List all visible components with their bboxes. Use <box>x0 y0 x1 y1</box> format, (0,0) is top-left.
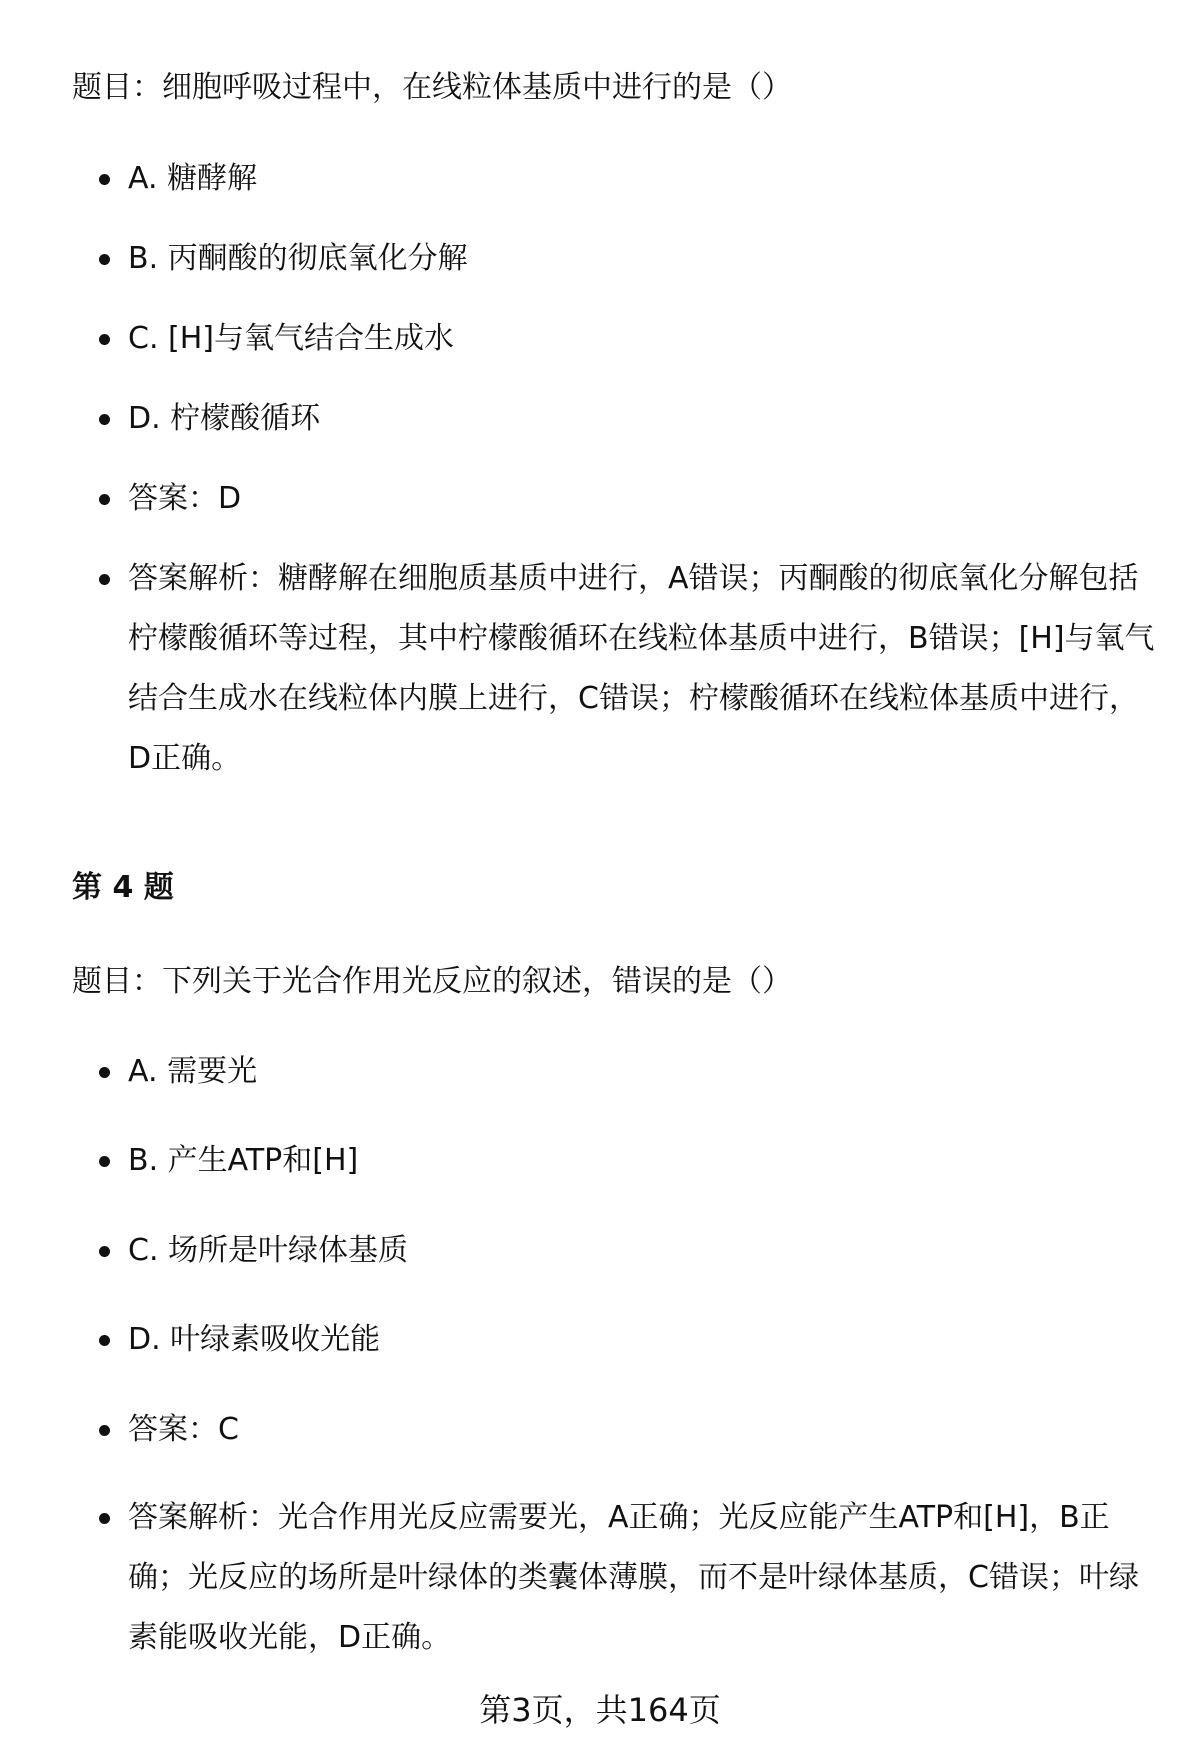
answer-text: 答案：D <box>128 481 242 516</box>
question-4-heading: 第 4 题 <box>72 870 174 905</box>
bullet-icon <box>99 1246 110 1257</box>
question-3-text: 题目：细胞呼吸过程中，在线粒体基质中进行的是（） <box>72 70 792 105</box>
bullet-icon <box>99 174 110 185</box>
bullet-icon <box>99 1067 110 1078</box>
explanation-text: 答案解析：糖酵解在细胞质基质中进行，A错误；丙酮酸的彻底氧化分解包括柠檬酸循环等过程，其中柠檬酸循环在线粒体基质中进行，B错误；[H]与氧气结合生成水在线粒体内膜上进行，C错误；柠檬酸循环在线粒体基质中进行，D正确。 <box>128 561 1155 776</box>
bullet-icon <box>99 1335 110 1346</box>
option-text: A. 需要光 <box>128 1054 258 1089</box>
option-text: B. 产生ATP和[H] <box>128 1143 359 1178</box>
option-text: D. 柠檬酸循环 <box>128 401 321 436</box>
bullet-icon <box>99 1513 110 1524</box>
option-text: A. 糖酵解 <box>128 161 258 196</box>
bullet-icon <box>99 574 110 585</box>
question-4-text: 题目：下列关于光合作用光反应的叙述，错误的是（） <box>72 964 792 999</box>
bullet-icon <box>99 1156 110 1167</box>
explanation-text: 答案解析：光合作用光反应需要光，A正确；光反应能产生ATP和[H]，B正确；光反应的场所是叶绿体的类囊体薄膜，而不是叶绿体基质，C错误；叶绿素能吸收光能，D正确。 <box>128 1500 1139 1655</box>
bullet-icon <box>99 414 110 425</box>
answer-text: 答案：C <box>128 1412 239 1447</box>
option-text: B. 丙酮酸的彻底氧化分解 <box>128 241 468 276</box>
option-text: C. [H]与氧气结合生成水 <box>128 321 454 356</box>
bullet-icon <box>99 494 110 505</box>
bullet-icon <box>99 254 110 265</box>
option-text: C. 场所是叶绿体基质 <box>128 1233 409 1268</box>
option-text: D. 叶绿素吸收光能 <box>128 1322 381 1357</box>
bullet-icon <box>99 1425 110 1436</box>
bullet-icon <box>99 334 110 345</box>
page-number: 第3页，共164页 <box>479 1691 721 1729</box>
